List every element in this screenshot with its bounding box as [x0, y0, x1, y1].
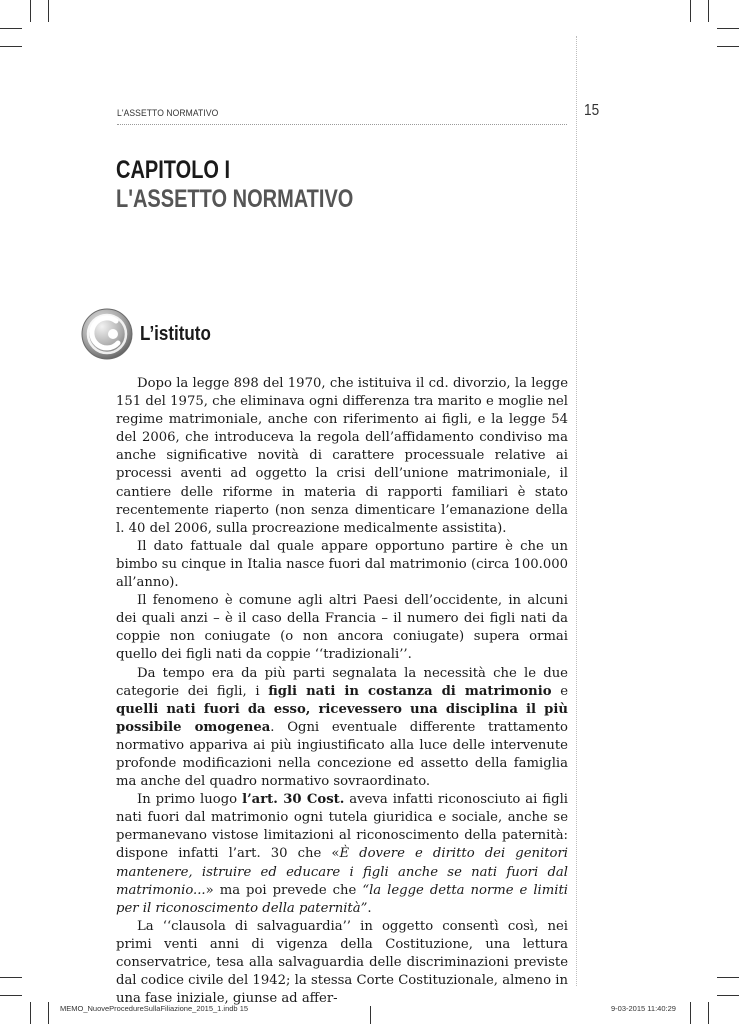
chapter-title: L'ASSETTO NORMATIVO: [116, 185, 354, 213]
bold-phrase: quelli nati fuori da esso, ricevessero una disciplina il più possibile omogenea: [116, 701, 568, 735]
print-slug-file: MEMO_NuoveProcedureSullaFiliazione_2015_1.indb 15: [60, 1004, 249, 1013]
chapter-label: CAPITOLO I: [116, 156, 231, 184]
crop-mark: [48, 0, 49, 22]
crop-mark: [370, 1006, 371, 1024]
crop-mark: [690, 1002, 691, 1024]
crop-mark: [0, 995, 22, 996]
crop-mark: [0, 977, 22, 978]
body-text: [116, 375, 568, 1008]
crop-mark: [717, 977, 739, 978]
crop-mark: [717, 28, 739, 29]
paragraph: In primo luogo l’art. 30 Cost. aveva infatti riconosciuto ai figli nati fuori dal matrimonio ogni tutela giuridica e sociale, anche se permanevano vistose limitazioni al riconoscimento della paternità: dispone infatti l’art. 30 che «È dovere e diritto dei genitori mantenere, istruire ed educare i figli anche se nati fuori dal matrimonio...» ma poi prevede che “la legge detta norme e limiti per il riconoscimento della paternità”.: [116, 792, 569, 916]
paragraph: La ‘‘clausola di salvaguardia’’ in oggetto consentì così, nei primi venti anni di vigenza della Costituzione, una lettura conservatrice, tesa alla salvaguardia delle discriminazioni previste dal codice civile del 1942; la stessa Corte Costituzionale, almeno in una fase iniziale, giunse ad affer-: [116, 918, 568, 1007]
crop-mark: [30, 0, 31, 22]
chapter-heading: [116, 156, 353, 214]
running-title: L'ASSETTO NORMATIVO: [117, 108, 219, 119]
crop-mark: [717, 46, 739, 47]
crop-mark: [48, 1002, 49, 1024]
running-header: [117, 108, 567, 125]
crop-mark: [30, 1002, 31, 1024]
crop-mark: [717, 995, 739, 996]
bold-phrase: figli nati in costanza di matrimonio: [268, 683, 552, 699]
italic-quote: È dovere e diritto dei genitori mantenere, istruire ed educare i figli anche se nati fuori dal matrimonio...: [116, 846, 568, 898]
italic-quote: “la legge detta norme e limiti per il riconoscimento della paternità”: [116, 882, 568, 916]
crop-mark: [0, 46, 22, 47]
page-number: 15: [584, 102, 600, 119]
crop-mark: [690, 0, 691, 22]
crop-mark: [708, 1002, 709, 1024]
paragraph: Da tempo era da più parti segnalata la necessità che le due categorie dei figli, i figli nati in costanza di matrimonio e quelli nati fuori da esso, ricevessero una disciplina il più possibile omogenea. Ogni eventuale differente trattamento normativo appariva ai più ingiustificato alla luce delle intervenute profonde modificazioni nella concezione ed assetto della famiglia ma anche del quadro normativo sovraordinato.: [116, 665, 569, 790]
paragraph: Il fenomeno è comune agli altri Paesi dell’occidente, in alcuni dei quali anzi – è il caso della Francia – il numero dei figli nati da coppie non coniugate (o non ancora coniugate) supera ormai quello dei figli nati da coppie ‘‘tradizionali’’.: [116, 593, 568, 663]
section-title: L’istituto: [140, 323, 211, 345]
print-slug-timestamp: 9-03-2015 11:40:29: [611, 1004, 676, 1013]
section-badge-icon: [80, 307, 134, 361]
crop-mark: [0, 28, 22, 29]
bold-phrase: l’art. 30 Cost.: [242, 792, 345, 808]
crop-mark: [708, 0, 709, 22]
paragraph: Il dato fattuale dal quale appare opportuno partire è che un bimbo su cinque in Italia nasce fuori dal matrimonio (circa 100.000 all’anno).: [116, 538, 568, 591]
paragraph: Dopo la legge 898 del 1970, che istituiva il cd. divorzio, la legge 151 del 1975, che eliminava ogni differenza tra marito e moglie nel regime matrimoniale, anche con riferimento ai figli, e la legge 54 del 2006, che introduceva la regola dell’affidamento condiviso ma anche significative novità di carattere processuale relative ai processi aventi ad oggetto la crisi dell’unione matrimoniale, il cantiere delle riforme in materia di rapporti familiari è stato recentemente riaperto (non senza dimenticare l’emanazione della l. 40 del 2006, sulla procreazione medicalmente assistita).: [116, 376, 568, 536]
margin-guide: [576, 36, 577, 986]
